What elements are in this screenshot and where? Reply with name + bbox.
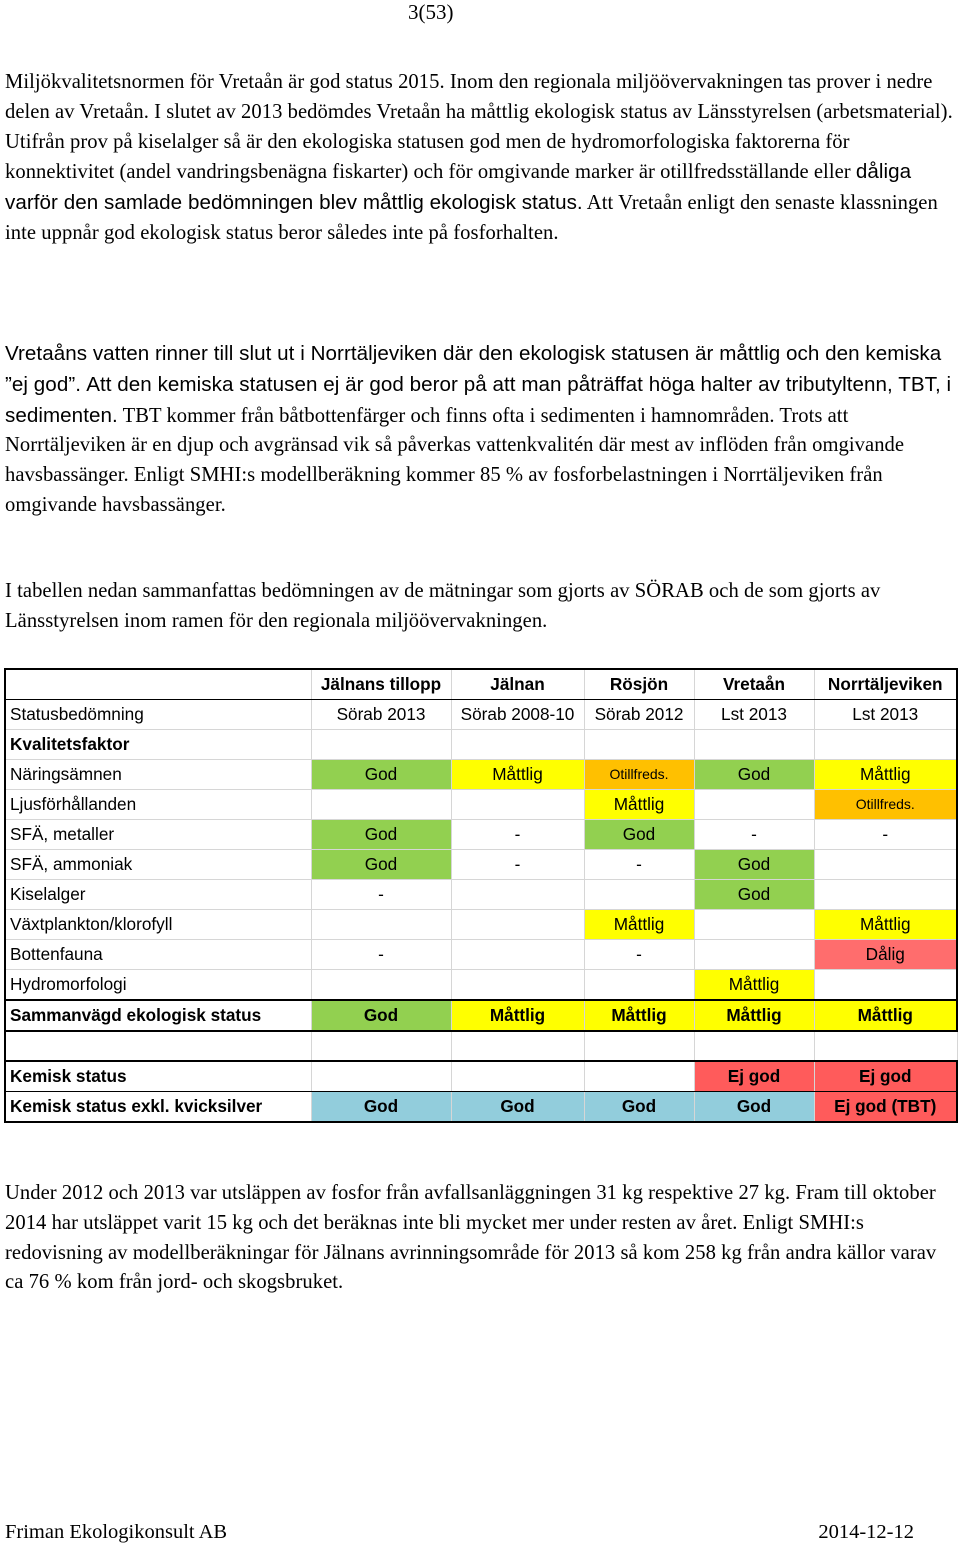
table-cell [311, 790, 451, 820]
row-label: Kemisk status [5, 1061, 311, 1092]
row-label: Bottenfauna [5, 940, 311, 970]
table-row [5, 850, 957, 880]
table-row-spacer [5, 1031, 957, 1061]
table-row [5, 760, 957, 790]
table-cell: God [311, 1091, 451, 1122]
table-cell [311, 1031, 451, 1061]
table-cell: Måttlig [694, 970, 814, 1001]
table-cell: - [451, 850, 584, 880]
table-cell: - [694, 820, 814, 850]
table-cell [584, 730, 694, 760]
row-label: SFÄ, ammoniak [5, 850, 311, 880]
row-label: Växtplankton/klorofyll [5, 910, 311, 940]
table-row [5, 940, 957, 970]
table-cell: God [694, 1091, 814, 1122]
table-row [5, 910, 957, 940]
table-cell: Måttlig [584, 910, 694, 940]
row-label: Sammanvägd ekologisk status [5, 1000, 311, 1031]
table-cell [311, 1061, 451, 1092]
table-cell: Måttlig [814, 1000, 957, 1031]
table-row [5, 880, 957, 910]
table-cell [5, 1031, 311, 1061]
table-cell [584, 1061, 694, 1092]
table-cell [694, 1031, 814, 1061]
table-cell: Lst 2013 [814, 700, 957, 730]
paragraph-2-text-c: TBT kommer från båtbottenfärger och finns ofta i sedimenten i hamnområden. Trots att Norrtäljeviken är en djup och avgränsad vik så påverkas vattenkvalitén där mest av inflöden från omgivande havsbassänger. Enligt SMHI:s modellberäkning kommer 85 % av fosforbelastningen i Norrtäljeviken från omgivande havsbassänger. [5, 404, 905, 516]
table-cell [694, 910, 814, 940]
table-row-section [5, 730, 957, 760]
table-cell: Måttlig [814, 760, 957, 790]
table-cell [584, 970, 694, 1001]
row-label: SFÄ, metaller [5, 820, 311, 850]
table-cell: God [694, 760, 814, 790]
row-label: Statusbedömning [5, 700, 311, 730]
table-header-cell: Jälnans tillopp [311, 669, 451, 700]
paragraph-1-text-b: Utifrån prov på kiselalger så är den ekologiska statusen god men de hydromorfologiska faktorerna för konnektivitet (andel vandringsbenägna fiskarter) och för omgivande marker är otillfredsställande eller [5, 130, 851, 184]
table-cell: God [451, 1091, 584, 1122]
table-cell [814, 850, 957, 880]
table-cell: - [451, 820, 584, 850]
table-cell [451, 1061, 584, 1092]
table-cell [451, 730, 584, 760]
paragraph-norrtaljeviken [5, 339, 955, 521]
assessment-table [4, 668, 958, 1123]
paragraph-table-intro: I tabellen nedan sammanfattas bedömningen av de mätningar som gjorts av SÖRAB och de som gjorts av Länsstyrelsen inom ramen för den regionala miljöövervakningen. [5, 580, 881, 632]
table-cell [814, 970, 957, 1001]
paragraph-2-text-a: Vretaåns vatten rinner till slut ut i Norrtäljeviken där den ekologisk statusen är måttlig och den kemiska ”ej god”. [5, 342, 942, 396]
table-cell: Ej god [694, 1061, 814, 1092]
table-cell [814, 1031, 957, 1061]
table-cell [451, 970, 584, 1001]
table-row-chemical [5, 1091, 957, 1122]
table-cell [694, 790, 814, 820]
paragraph-1-text-a: Miljökvalitetsnormen för Vretaån är god status 2015. Inom den regionala miljöövervakningen tas prover i nedre delen av Vretaån. I slutet av 2013 bedömdes Vretaån ha måttlig ekologisk status av Länsstyrelsen (arbetsmaterial). [5, 71, 953, 123]
table-cell: Dålig [814, 940, 957, 970]
table-header-cell: Rösjön [584, 669, 694, 700]
table-cell: Otillfreds. [814, 790, 957, 820]
table-header-cell: Vretaån [694, 669, 814, 700]
table-cell [584, 1031, 694, 1061]
table-cell: God [311, 820, 451, 850]
table-header-cell: Jälnan [451, 669, 584, 700]
table-cell: Måttlig [694, 1000, 814, 1031]
table-cell [451, 910, 584, 940]
table-row [5, 970, 957, 1001]
row-label: Kemisk status exkl. kvicksilver [5, 1091, 311, 1122]
table-cell: God [311, 1000, 451, 1031]
table-cell: Ej god [814, 1061, 957, 1092]
row-label: Ljusförhållanden [5, 790, 311, 820]
table-cell: - [584, 940, 694, 970]
paragraph-1-text-d: Att Vretaån enligt den senaste klassningen inte uppnår god ekologisk status beror således inte på fosforhalten. [5, 192, 938, 244]
row-label: Hydromorfologi [5, 970, 311, 1001]
paragraph-phosphorus-emissions: Under 2012 och 2013 var utsläppen av fosfor från avfallsanläggningen 31 kg respektive 27 kg. Fram till oktober 2014 har utsläppet varit 15 kg och det beräknas inte bli mycket mer under resten av året. Enligt SMHI:s redovisning av modellberäkningar för Jälnans avrinningsområde för 2013 så kom 258 kg från andra källor varav ca 76 % kom från jord- och skogsbruket. [5, 1182, 937, 1294]
footer-date: 2014-12-12 [818, 1521, 914, 1543]
table-cell: Måttlig [451, 760, 584, 790]
table-cell [451, 1031, 584, 1061]
table-cell: Ej god (TBT) [814, 1091, 957, 1122]
table-cell: Måttlig [584, 790, 694, 820]
page-number: 3(53) [408, 0, 454, 24]
section-label: Kvalitetsfaktor [5, 730, 311, 760]
table-cell [694, 730, 814, 760]
table-cell [584, 880, 694, 910]
table-header-cell [5, 669, 311, 700]
table-cell: God [584, 820, 694, 850]
table-cell: - [311, 940, 451, 970]
table-cell: Måttlig [451, 1000, 584, 1031]
table-cell [814, 880, 957, 910]
table-cell [451, 790, 584, 820]
table-cell [311, 970, 451, 1001]
paragraph-2-text-b: Att den kemiska statusen ej är god beror på att man påträffat höga halter av tributyltenn, TBT, i sedimenten. [5, 372, 952, 427]
table-cell [814, 730, 957, 760]
row-label: Näringsämnen [5, 760, 311, 790]
table-cell: God [694, 850, 814, 880]
table-cell: Måttlig [584, 1000, 694, 1031]
table-cell: - [814, 820, 957, 850]
table-row [5, 820, 957, 850]
table-cell [311, 730, 451, 760]
table-cell: God [311, 760, 451, 790]
table-cell: Otillfreds. [584, 760, 694, 790]
table-row-summary [5, 1000, 957, 1031]
row-label: Kiselalger [5, 880, 311, 910]
table-header-row [5, 669, 957, 700]
paragraph-1-text-c: dåliga varför den samlade bedömningen blev måttlig ekologisk status. [5, 160, 912, 215]
table-cell [311, 910, 451, 940]
paragraph-water-quality-norm [5, 68, 955, 249]
table-cell: Sörab 2013 [311, 700, 451, 730]
table-cell: - [584, 850, 694, 880]
table-row [5, 790, 957, 820]
table-row-status [5, 700, 957, 730]
table-cell: Lst 2013 [694, 700, 814, 730]
table-cell [694, 940, 814, 970]
footer-author: Friman Ekologikonsult AB [5, 1521, 228, 1543]
table-cell [451, 940, 584, 970]
table-row-chemical [5, 1061, 957, 1092]
table-cell: God [311, 850, 451, 880]
table-cell: God [694, 880, 814, 910]
table-cell: God [584, 1091, 694, 1122]
table-cell: Måttlig [814, 910, 957, 940]
table-cell: Sörab 2012 [584, 700, 694, 730]
table-cell [451, 880, 584, 910]
table-cell: - [311, 880, 451, 910]
table-header-cell: Norrtäljeviken [814, 669, 957, 700]
table-cell: Sörab 2008-10 [451, 700, 584, 730]
